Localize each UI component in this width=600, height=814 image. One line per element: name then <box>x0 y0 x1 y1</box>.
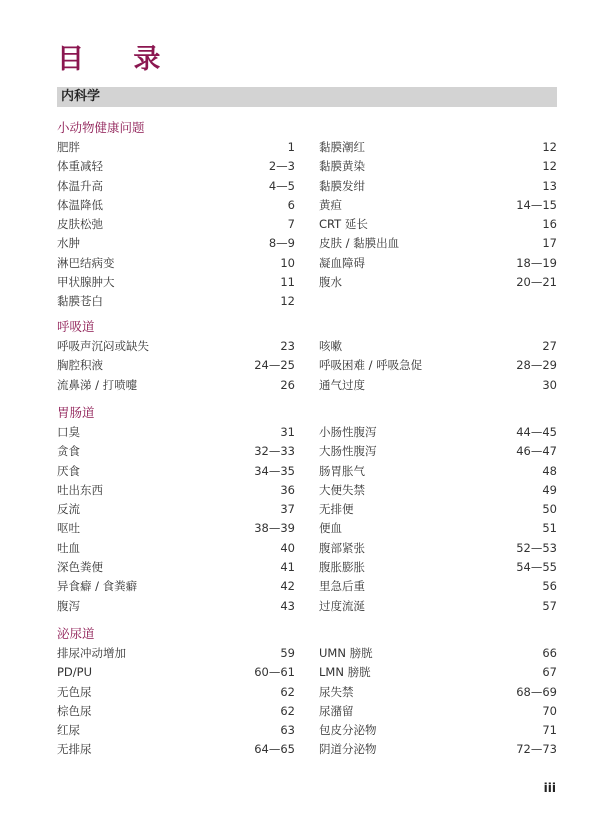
toc-entry[interactable] <box>57 577 295 596</box>
toc-entry[interactable] <box>57 292 295 311</box>
toc-entry[interactable] <box>57 500 295 519</box>
entry-label: 尿潴留 <box>319 703 354 718</box>
entry-label: 厌食 <box>57 463 80 478</box>
entry-label: 里急后重 <box>319 579 365 594</box>
entry-page: 66 <box>542 646 557 660</box>
entry-page: 71 <box>542 723 557 738</box>
entry-page: 50 <box>542 502 557 517</box>
toc-entry[interactable] <box>319 462 557 481</box>
entry-label: LMN 膀胱 <box>319 665 371 680</box>
entry-page: 32—33 <box>254 444 295 459</box>
toc-entry[interactable] <box>319 558 557 577</box>
entry-page: 42 <box>280 579 295 594</box>
toc-entry[interactable] <box>57 597 295 616</box>
right-column <box>319 644 557 760</box>
toc-entry[interactable] <box>57 683 295 702</box>
toc-entry[interactable] <box>319 215 557 234</box>
toc-entry[interactable] <box>57 442 295 461</box>
entry-page: 34—35 <box>254 463 295 478</box>
entry-page: 23 <box>280 339 295 353</box>
toc-entry[interactable] <box>319 721 557 740</box>
entry-page: 31 <box>280 425 295 439</box>
entry-label: 呼吸困难 / 呼吸急促 <box>319 358 423 373</box>
entry-page: 17 <box>542 236 557 251</box>
entry-label: PD/PU <box>57 665 93 680</box>
toc-entry[interactable] <box>319 500 557 519</box>
entry-page: 4—5 <box>268 178 295 193</box>
entry-label: 黏膜潮红 <box>319 140 365 154</box>
entry-label: 咳嗽 <box>319 339 342 353</box>
entry-page: 11 <box>280 275 295 290</box>
entry-label: 小肠性腹泻 <box>319 425 377 439</box>
entry-page: 70 <box>542 703 557 718</box>
entry-label: 体温降低 <box>57 197 103 212</box>
entry-page: 44—45 <box>516 425 557 439</box>
section-title: 呼吸道 <box>57 319 95 334</box>
toc-entry[interactable] <box>57 519 295 538</box>
entry-page: 30 <box>542 377 557 392</box>
toc-section-gastrointestinal <box>57 403 557 616</box>
entry-page: 60—61 <box>254 665 295 680</box>
page-title: 目 录 <box>57 44 181 75</box>
entry-page: 2—3 <box>268 159 295 174</box>
toc-entry[interactable] <box>57 644 295 663</box>
entry-page: 18—19 <box>516 255 557 270</box>
toc-entry[interactable] <box>57 196 295 215</box>
toc-entry[interactable] <box>57 138 295 157</box>
entry-page: 63 <box>280 723 295 738</box>
entry-page: 28—29 <box>516 358 557 373</box>
entry-page: 59 <box>280 646 295 660</box>
entry-label: 异食癖 / 食粪癖 <box>57 579 138 594</box>
entry-page: 12 <box>280 294 295 309</box>
entry-label: 无排尿 <box>57 742 92 757</box>
entry-label: 呼吸声沉闷或缺失 <box>57 339 149 353</box>
entry-label: 淋巴结病变 <box>57 255 115 270</box>
toc-entry[interactable] <box>319 196 557 215</box>
entry-label: 吐血 <box>57 540 80 555</box>
entry-page: 1 <box>287 140 295 154</box>
toc-entry[interactable] <box>319 337 557 356</box>
entry-label: 肠胃胀气 <box>319 463 365 478</box>
toc-entry[interactable] <box>57 740 295 759</box>
entry-label: 腹部紧张 <box>319 540 365 555</box>
entry-label: 口臭 <box>57 425 80 439</box>
toc-entry[interactable] <box>57 376 295 395</box>
toc-entry[interactable] <box>319 663 557 682</box>
entry-page: 7 <box>287 217 295 232</box>
toc-entry[interactable] <box>57 157 295 176</box>
entry-label: UMN 膀胱 <box>319 646 373 660</box>
entry-label: 过度流涎 <box>319 598 365 613</box>
entry-page: 51 <box>542 521 557 536</box>
entry-label: 无色尿 <box>57 684 92 699</box>
toc-entry[interactable] <box>319 234 557 253</box>
entry-page: 24—25 <box>254 358 295 373</box>
entry-page: 54—55 <box>516 560 557 575</box>
left-column <box>57 138 295 312</box>
entry-page: 13 <box>542 178 557 193</box>
toc-entry[interactable] <box>57 702 295 721</box>
entry-page: 10 <box>280 255 295 270</box>
toc-entry[interactable] <box>57 558 295 577</box>
toc-entry[interactable] <box>57 337 295 356</box>
entry-page: 40 <box>280 540 295 555</box>
section-title: 泌尿道 <box>57 626 95 641</box>
entry-label: 肥胖 <box>57 140 80 154</box>
toc-entry[interactable] <box>57 539 295 558</box>
left-column <box>57 423 295 616</box>
entry-label: 吐出东西 <box>57 482 103 497</box>
toc-entry[interactable] <box>319 577 557 596</box>
entry-page: 52—53 <box>516 540 557 555</box>
entry-page: 57 <box>542 598 557 613</box>
entry-page: 36 <box>280 482 295 497</box>
entry-page: 37 <box>280 502 295 517</box>
toc-section-small-animal-health <box>57 118 557 312</box>
entry-label: 深色粪便 <box>57 560 103 575</box>
toc-entry[interactable] <box>57 215 295 234</box>
entry-label: 无排便 <box>319 502 354 517</box>
entry-label: 贪食 <box>57 444 80 459</box>
entry-label: 胸腔积液 <box>57 358 103 373</box>
section-title: 胃肠道 <box>57 405 95 420</box>
entry-label: 通气过度 <box>319 377 365 392</box>
entry-page: 72—73 <box>516 742 557 757</box>
entry-label: 黏膜发绀 <box>319 178 365 193</box>
entry-label: 凝血障碍 <box>319 255 365 270</box>
left-column <box>57 644 295 760</box>
entry-label: 棕色尿 <box>57 703 92 718</box>
toc-section-respiratory <box>57 317 557 395</box>
entry-page: 12 <box>542 159 557 174</box>
toc-entry[interactable] <box>57 663 295 682</box>
entry-page: 49 <box>542 482 557 497</box>
toc-entry[interactable] <box>57 721 295 740</box>
entry-page: 8—9 <box>268 236 295 251</box>
entry-page: 41 <box>280 560 295 575</box>
entry-page: 48 <box>542 463 557 478</box>
entry-page: 16 <box>542 217 557 232</box>
right-column <box>319 138 557 312</box>
toc-entry[interactable] <box>319 740 557 759</box>
part-header: 内科学 <box>57 87 557 107</box>
toc-entry[interactable] <box>57 423 295 442</box>
toc-entry[interactable] <box>319 356 557 375</box>
toc-entry[interactable] <box>57 177 295 196</box>
entry-page: 62 <box>280 703 295 718</box>
entry-label: 黏膜苍白 <box>57 294 103 309</box>
entry-page: 46—47 <box>516 444 557 459</box>
toc-entry[interactable] <box>319 644 557 663</box>
entry-label: 反流 <box>57 502 80 517</box>
entry-label: 皮肤松弛 <box>57 217 103 232</box>
toc-entry[interactable] <box>57 462 295 481</box>
entry-page: 27 <box>542 339 557 353</box>
toc-entry[interactable] <box>57 481 295 500</box>
right-column <box>319 337 557 395</box>
toc-entry[interactable] <box>319 157 557 176</box>
entry-page: 6 <box>287 197 295 212</box>
toc-entry[interactable] <box>319 481 557 500</box>
entry-label: 黏膜黄染 <box>319 159 365 174</box>
entry-label: 皮肤 / 黏膜出血 <box>319 236 400 251</box>
page-number: iii <box>543 781 556 795</box>
entry-page: 14—15 <box>516 197 557 212</box>
entry-label: 便血 <box>319 521 342 536</box>
toc-entry[interactable] <box>319 273 557 292</box>
entry-label: 黄疸 <box>319 197 342 212</box>
entry-label: 尿失禁 <box>319 684 354 699</box>
entry-label: 阴道分泌物 <box>319 742 377 757</box>
toc-entry[interactable] <box>319 376 557 395</box>
entry-page: 68—69 <box>516 684 557 699</box>
entry-label: 呕吐 <box>57 521 80 536</box>
right-column <box>319 423 557 616</box>
toc-entry[interactable] <box>319 177 557 196</box>
toc-entry[interactable] <box>319 254 557 273</box>
entry-label: 流鼻涕 / 打喷嚏 <box>57 377 138 392</box>
toc-entry[interactable] <box>319 442 557 461</box>
entry-page: 20—21 <box>516 275 557 290</box>
toc-entry[interactable] <box>319 519 557 538</box>
toc-entry[interactable] <box>57 234 295 253</box>
toc-entry[interactable] <box>319 423 557 442</box>
toc-entry[interactable] <box>57 254 295 273</box>
entry-label: 腹胀膨胀 <box>319 560 365 575</box>
entry-label: CRT 延长 <box>319 217 368 232</box>
entry-page: 56 <box>542 579 557 594</box>
toc-entry[interactable] <box>319 597 557 616</box>
toc-entry[interactable] <box>57 356 295 375</box>
entry-label: 水肿 <box>57 236 80 251</box>
toc-entry[interactable] <box>57 273 295 292</box>
entry-label: 甲状腺肿大 <box>57 275 115 290</box>
entry-page: 12 <box>542 140 557 154</box>
entry-page: 38—39 <box>254 521 295 536</box>
entry-label: 包皮分泌物 <box>319 723 377 738</box>
toc-entry[interactable] <box>319 138 557 157</box>
entry-label: 红尿 <box>57 723 80 738</box>
entry-page: 26 <box>280 377 295 392</box>
toc-section-urinary <box>57 624 557 760</box>
entry-label: 排尿冲动增加 <box>57 646 126 660</box>
left-column <box>57 337 295 395</box>
entry-label: 腹泻 <box>57 598 80 613</box>
toc-entry[interactable] <box>319 539 557 558</box>
entry-page: 62 <box>280 684 295 699</box>
entry-page: 67 <box>542 665 557 680</box>
entry-label: 大便失禁 <box>319 482 365 497</box>
entry-label: 体重减轻 <box>57 159 103 174</box>
entry-page: 43 <box>280 598 295 613</box>
entry-label: 腹水 <box>319 275 342 290</box>
toc-entry[interactable] <box>319 683 557 702</box>
entry-label: 大肠性腹泻 <box>319 444 377 459</box>
entry-label: 体温升高 <box>57 178 103 193</box>
toc-entry[interactable] <box>319 702 557 721</box>
section-title: 小动物健康问题 <box>57 120 145 135</box>
entry-page: 64—65 <box>254 742 295 757</box>
